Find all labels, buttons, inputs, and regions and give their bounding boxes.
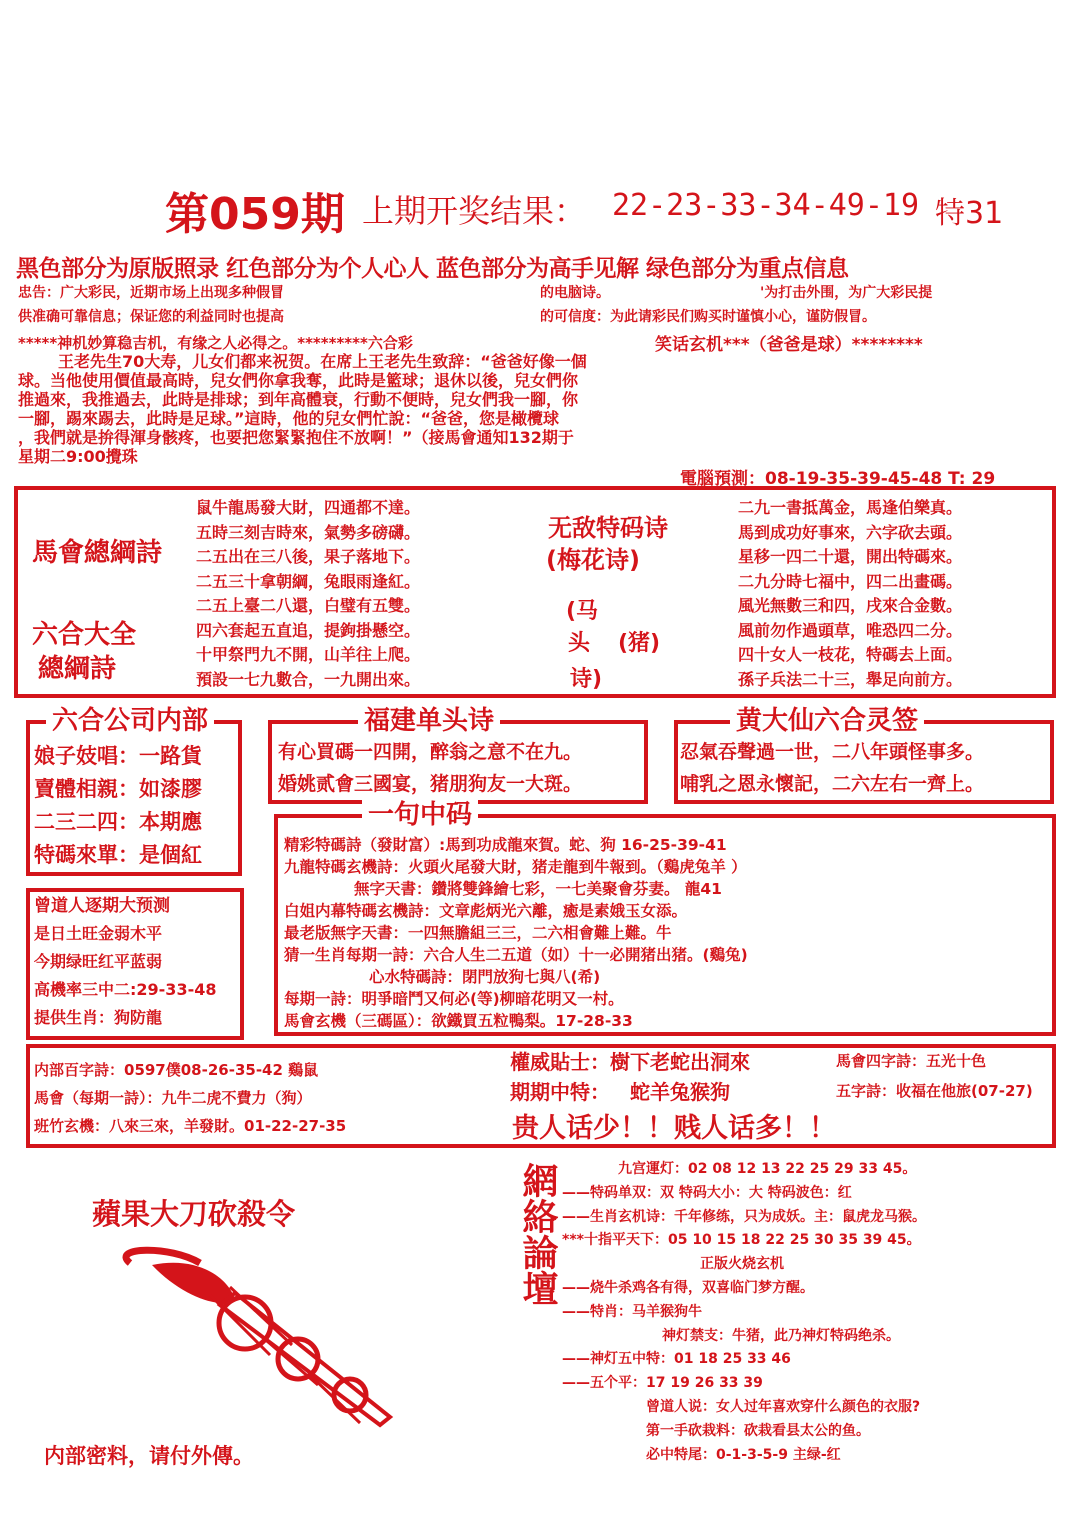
huang-line: 忍氣吞聲過一世，二八年頭怪事多。 — [680, 741, 985, 763]
sword-hook — [126, 1250, 200, 1263]
period-text: 蛇羊兔猴狗 — [630, 1080, 730, 1104]
company-row-value: 是個紅 — [139, 843, 202, 867]
warning-line-1: 忠告：广大彩民，近期市场上出现多种假冒 — [18, 285, 284, 301]
huang-lines — [680, 736, 984, 800]
left-poem-column — [196, 496, 420, 692]
bottom-left-lines — [34, 1056, 346, 1140]
company-rows — [34, 740, 202, 872]
warning-line-3: '为打击外围，为广大彩民提 — [760, 285, 933, 301]
four-char-poem: 馬會四字詩：五光十色 — [836, 1052, 987, 1070]
forum-line: ——特码单双：双 特码大小：大 特码波色：红 — [562, 1184, 852, 1201]
sword-illustration — [60, 1235, 440, 1445]
color-legend: 黑色部分为原版照录 红色部分为个人心人 蓝色部分为高手见解 绿色部分为重点信息 — [16, 256, 849, 282]
story-heading-right: 笑话玄机***（爸爸是球）******** — [655, 335, 923, 355]
label-liuhe: 六合大全 — [32, 620, 137, 650]
warning-line-2: 的电脑诗。 — [540, 285, 610, 301]
poem-line: 二五三十拿朝綱，兔眼雨逢紅。 — [196, 571, 421, 591]
issue-number: 第059期 — [165, 189, 345, 240]
center-title: 无敌特码诗 — [548, 514, 668, 542]
fujian-title: 福建单头诗 — [358, 706, 500, 736]
center-note: 诗) — [570, 667, 603, 692]
forum-line: 必中特尾：0-1-3-5-9 主绿-红 — [646, 1446, 841, 1463]
main-poem-box — [14, 486, 1056, 698]
center-sub: (梅花诗) — [546, 546, 640, 574]
company-row-value: 一路貨 — [139, 744, 202, 768]
poem-line: 四十女人一枝花，特碼去上面。 — [738, 645, 963, 664]
fujian-line: 有心買碼一四開，醉翁之意不在九。 — [278, 741, 583, 763]
forum-line: 曾道人说：女人过年喜欢穿什么颜色的衣服? — [646, 1398, 921, 1415]
label-zonggang: 總綱詩 — [38, 654, 117, 684]
story-line: 星期二9:00攪珠 — [18, 447, 138, 466]
company-title: 六合公司内部 — [46, 706, 214, 736]
forum-line: 第一手砍栽料：砍栽看县太公的鱼。 — [646, 1422, 870, 1439]
poem-line: 鼠牛龍馬發大財，四通都不達。 — [196, 498, 421, 517]
center-note: (猪) — [618, 631, 661, 656]
zengdao-line: 是日土旺金弱木平 — [34, 924, 163, 943]
bottom-left-line: 馬會（每期一詩）：九牛二虎不費力（狗） — [34, 1089, 312, 1107]
special-number: 特31 — [935, 196, 1004, 231]
story-line: 王老先生70大寿，儿女们都来祝贺。在席上王老先生致辞：“爸爸好像一個 — [58, 352, 587, 371]
apple-title: 蘋果大刀砍殺令 — [92, 1197, 296, 1231]
warning-line-4: 供准确可靠信息；保证您的利益同时也提高 — [18, 309, 284, 325]
poem-line: 風光無數三和四，戌來合金數。 — [738, 596, 963, 615]
label-mahui: 馬會總綱詩 — [32, 538, 163, 568]
forum-line: ***十指平天下：05 10 15 18 22 25 30 35 39 45。 — [562, 1232, 921, 1249]
poem-line: 星移一四二十還，開出特碼來。 — [738, 547, 963, 566]
company-row-value: 如漆膠 — [139, 777, 202, 801]
company-row-key: 特碼來單： — [34, 843, 139, 867]
yiju-line: 猜一生肖每期一詩：六合人生二五道（如）十一必開猪出猪。(鷄兔) — [284, 946, 748, 964]
tip-label-text: 權威貼士： — [510, 1050, 610, 1074]
bottom-left-line: 内部百字詩：0597僕08-26-35-42 鷄鼠 — [34, 1061, 319, 1079]
company-row — [34, 806, 202, 839]
yiju-line: 九龍特碼玄機詩：火頭火尾發大財，猪走龍到牛報到。（鷄虎兔羊 ） — [284, 858, 747, 876]
period-special — [510, 1076, 730, 1105]
poem-line: 四六套起五直追，提鉤掛懸空。 — [196, 620, 421, 640]
poem-line: 馬到成功好事來，六字砍去頭。 — [738, 522, 963, 542]
huang-title: 黄大仙六合灵签 — [730, 706, 924, 736]
slogan: 贵人话少！！贱人话多！！ — [512, 1113, 836, 1144]
forum-line: ——五个平：17 19 26 33 39 — [562, 1375, 763, 1392]
yiju-line: 每期一詩：明爭暗鬥又何必(等)柳暗花明又一村。 — [284, 990, 624, 1008]
forum-line: 神灯禁支：牛猪，此乃神灯特码绝杀。 — [662, 1327, 900, 1344]
apple-footer: 内部密料，请付外傳。 — [44, 1444, 254, 1468]
story-line: ，我們就是拚得渾身骸疼，也要把您緊緊抱住不放啊！”（接馬會通知132期于 — [18, 428, 574, 447]
tip-text: 樹下老蛇出洞來 — [610, 1050, 750, 1074]
company-row — [34, 740, 202, 773]
company-row — [34, 839, 202, 872]
tip-label — [510, 1046, 750, 1075]
sword-wrap — [210, 1287, 360, 1423]
fujian-lines — [278, 736, 582, 800]
bottom-left-line: 班竹玄機：八來三來，羊發財。01-22-27-35 — [34, 1117, 347, 1135]
yiju-line: 最老版無字天書：一四無膽組三三，二六相會難上難。牛 — [284, 924, 672, 942]
huang-line: 哺乳之恩永懷記，二六左右一齊上。 — [680, 773, 985, 795]
poem-line: 五時三刻吉時來，氣勢多磅礴。 — [196, 522, 421, 542]
period-label: 期期中特： — [510, 1080, 610, 1104]
poem-line: 二九分時七福中，四二出畫碼。 — [738, 571, 963, 591]
forum-side-title — [514, 1162, 558, 1306]
forum-line: 正版火烧玄机 — [700, 1256, 784, 1273]
forum-line: ——生肖玄机诗：千年修练，只为成妖。主：鼠虎龙马猴。 — [562, 1208, 926, 1225]
story-line: 球。当他使用價值最高時，兒女們你拿我奪，此時是籃球；退休以後，兒女們你 — [18, 371, 579, 390]
yiju-line: 心水特碼詩：閉門放狗七與八(希) — [369, 968, 601, 986]
story-line: 推過來，我推過去，此時是排球；到年高體衰，行動不便時，兒女們我一腳，你 — [18, 390, 579, 409]
poem-line: 孫子兵法二十三，舉足向前方。 — [738, 669, 963, 689]
last-result-numbers: 22-23-33-34-49-19 — [612, 188, 920, 223]
center-note: (马 — [566, 599, 599, 624]
poem-line: 風前勿作過頭草，唯恐四二分。 — [738, 620, 963, 640]
zengdao-content — [34, 892, 216, 1032]
poem-line: 二九一書抵萬金，馬逢伯樂真。 — [738, 498, 963, 517]
forum-side-title-text: 網絡論壇 — [517, 1162, 558, 1306]
forum-line: ——特肖：马羊猴狗牛 — [562, 1303, 702, 1320]
poem-line: 十甲祭門九不開，山羊往上爬。 — [196, 645, 421, 664]
company-row-value: 本期應 — [139, 810, 202, 834]
fujian-line: 婚姚贰會三國宴，猪朋狗友一大斑。 — [278, 773, 583, 795]
poem-line: 二五上臺二八還，白璧有五雙。 — [196, 596, 421, 615]
forum-line: 九宫運灯：02 08 12 13 22 25 29 33 45。 — [618, 1161, 917, 1177]
forum-line: ——神灯五中特：01 18 25 33 46 — [562, 1351, 791, 1368]
yiju-line: 無字天書：鑽將雙鋒繪七彩，一七美聚會芬妻。 龍41 — [354, 880, 722, 898]
right-poem-column — [738, 496, 962, 692]
yiju-line: 馬會玄機（三碼區）：欲鐵買五粒鴨梨。17-28-33 — [284, 1012, 633, 1030]
yiju-lines — [284, 834, 748, 1032]
five-char-poem: 五字詩：收福在他旅(07-27) — [836, 1082, 1033, 1100]
story-body — [18, 352, 1058, 466]
yiju-title: 一句中码 — [362, 800, 478, 830]
poem-line: 預設一七九數合，一九開出來。 — [196, 669, 421, 689]
warning-line-5: 的可信度：为此请彩民们购买时谨慎小心，谨防假冒。 — [540, 309, 876, 325]
yiju-line: 白姐内幕特碼玄機詩：文章彪炳光六離，癒是素娥玉女添。 — [284, 902, 688, 920]
zengdao-line: 提供生肖：狗防龍 — [34, 1008, 163, 1027]
computer-forecast: 電腦預測：08-19-35-39-45-48 T: 29 — [680, 469, 996, 489]
zengdao-line: 今期绿旺红平蓝弱 — [34, 952, 163, 971]
forum-line: ——烧牛杀鸡各有得，双喜临门梦方醒。 — [562, 1279, 814, 1296]
last-result-label: 上期开奖结果： — [362, 192, 587, 230]
zengdao-title: 曾道人逐期大预测 — [34, 896, 170, 916]
company-row — [34, 773, 202, 806]
company-row-key: 娘子妓唱： — [34, 744, 139, 768]
story-heading-left: *****神机妙算稳吉机，有缘之人必得之。*********六合彩 — [18, 334, 413, 352]
company-row-key: 賣體相親： — [34, 777, 139, 801]
sword-handle — [152, 1263, 235, 1303]
zengdao-line: 高機率三中二:29-33-48 — [34, 980, 217, 999]
center-note: 头 — [568, 631, 591, 656]
company-row-key: 二三二四： — [34, 810, 139, 834]
story-line: 一腳，踢來踢去，此時是足球。”這時，他的兒女們忙說：“爸爸，您是橄欖球 — [18, 409, 560, 428]
forum-lines — [562, 1158, 926, 1467]
poem-line: 二五出在三八後，果子落地下。 — [196, 547, 421, 566]
yiju-line: 精彩特碼詩（發財富）:馬到功成龍來賀。蛇、狗 16-25-39-41 — [284, 836, 727, 854]
